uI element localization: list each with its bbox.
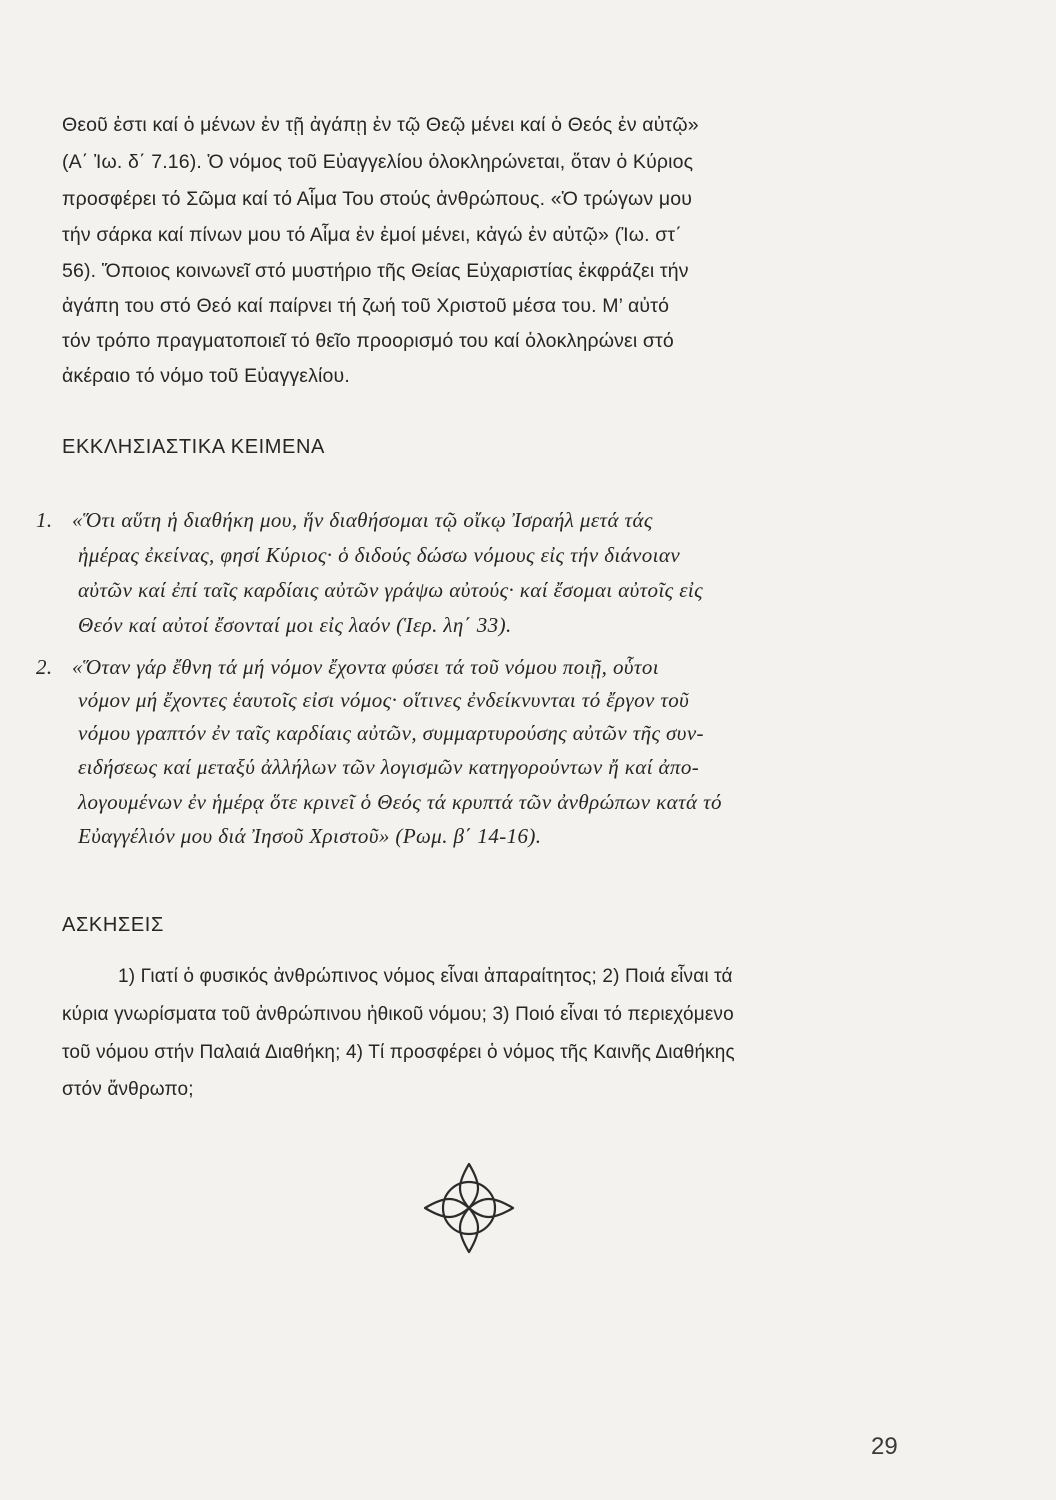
intro-line: τήν σάρκα καί πίνων μου τό Αἷμα ἐν ἐμοί μένει, κἀγώ ἐν αὐτῷ» (Ἰω. στ΄ (62, 224, 682, 246)
exercises-heading: ΑΣΚΗΣΕΙΣ (62, 914, 164, 936)
quote-line: ειδήσεως καί μεταξύ ἀλλήλων τῶν λογισμῶν κατηγορούντων ἤ καί ἀπο- (78, 755, 700, 779)
four-lobed-knot-ornament-icon (421, 1160, 517, 1256)
quote-line: Θεόν καί αὐτοί ἔσονταί μοι εἰς λαόν (Ἱερ. λη΄ 33). (78, 613, 512, 637)
quote-line: αὐτῶν καί ἐπί ταῖς καρδίαις αὐτῶν γράψω αὐτούς· καί ἔσομαι αὐτοῖς εἰς (78, 578, 704, 602)
intro-line: ἀγάπη του στό Θεό καί παίρνει τή ζωή τοῦ Χριστοῦ μέσα του. Μ’ αὐτό (62, 295, 670, 317)
exercise-line: στόν ἄνθρωπο; (62, 1079, 194, 1100)
page-number: 29 (871, 1433, 898, 1460)
quote-line: ἡμέρας ἐκείνας, φησί Κύριος· ὁ διδούς δώσω νόμους εἰς τήν διάνοιαν (78, 543, 681, 567)
exercise-line: 1) Γιατί ὁ φυσικός ἀνθρώπινος νόμος εἶναι ἀπαραίτητος; 2) Ποιά εἶναι τά (118, 966, 733, 987)
quote-line: νόμον μή ἔχοντες ἑαυτοῖς εἰσι νόμος· οἵτινες ἐνδείκνυνται τό ἔργον τοῦ (78, 688, 690, 712)
quote-number: 2. (36, 655, 53, 679)
quote-line: «Ὅτι αὕτη ἡ διαθήκη μου, ἥν διαθήσομαι τῷ οἴκῳ Ἰσραήλ μετά τάς (72, 508, 653, 532)
exercise-line: κύρια γνωρίσματα τοῦ ἀνθρώπινου ἠθικοῦ νόμου; 3) Ποιό εἶναι τό περιεχόμενο (62, 1004, 734, 1025)
intro-line: 56). Ὅποιος κοινωνεῖ στό μυστήριο τῆς Θείας Εὐχαριστίας ἐκφράζει τήν (62, 260, 689, 282)
intro-line: προσφέρει τό Σῶμα καί τό Αἷμα Του στούς ἀνθρώπους. «Ὁ τρώγων μου (62, 188, 693, 210)
quote-line: λογουμένων ἐν ἡμέρᾳ ὅτε κρινεῖ ὁ Θεός τά κρυπτά τῶν ἀνθρώπων κατά τό (78, 790, 722, 814)
quote-line: «Ὅταν γάρ ἔθνη τά μή νόμον ἔχοντα φύσει τά τοῦ νόμου ποιῇ, οὗτοι (72, 655, 659, 679)
exercise-line: τοῦ νόμου στήν Παλαιά Διαθήκη; 4) Τί προσφέρει ὁ νόμος τῆς Καινῆς Διαθήκης (62, 1042, 735, 1063)
church-texts-heading: ΕΚΚΛΗΣΙΑΣΤΙΚΑ ΚΕΙΜΕΝΑ (62, 436, 325, 458)
quote-line: νόμου γραπτόν ἐν ταῖς καρδίαις αὐτῶν, συμμαρτυρούσης αὐτῶν τῆς συν- (78, 721, 704, 745)
intro-line: Θεοῦ ἐστι καί ὁ μένων ἐν τῇ ἀγάπῃ ἐν τῷ Θεῷ μένει καί ὁ Θεός ἐν αὐτῷ» (62, 114, 699, 136)
quote-line: Εὐαγγέλιόν μου διά Ἰησοῦ Χριστοῦ» (Ρωμ. β΄ 14-16). (78, 824, 542, 848)
intro-line: τόν τρόπο πραγματοποιεῖ τό θεῖο προορισμό του καί ὁλοκληρώνει στό (62, 330, 674, 352)
intro-line: ἀκέραιο τό νόμο τοῦ Εὐαγγελίου. (62, 365, 350, 387)
quote-number: 1. (36, 508, 53, 532)
intro-line: (Α΄ Ἰω. δ΄ 7.16). Ὁ νόμος τοῦ Εὐαγγελίου ὁλοκληρώνεται, ὅταν ὁ Κύριος (62, 151, 694, 173)
